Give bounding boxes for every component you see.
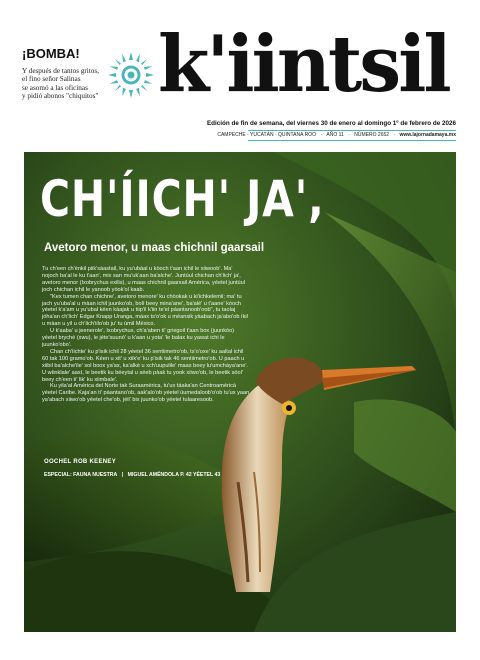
meta-states: CAMPECHE · YUCATÁN · QUINTANA ROO xyxy=(217,132,316,138)
special-section-line xyxy=(44,472,223,478)
meta-year: AÑO 11 xyxy=(326,132,344,138)
bomba-line: el fino señor Salinas xyxy=(22,75,81,84)
divider-rule xyxy=(248,130,456,131)
cover-article xyxy=(42,266,250,404)
cover-subheadline: Avetoro menor, u maas chichnil gaarsail xyxy=(44,242,265,254)
article-paragraph: "Kex tumen chan chichne', avetoro menore' ku chòokak u ki'ichkelemil; ma' tu jach yu'uba'al u màan ichil juunko'ob, bolí beey mina'ane', ba'alé' u t'aane' kòoch yéetel k'a'am u yu'ubal kéen kàajak u tiip'il k'iin te'el páantanoob'oob", tu taolaj jóha'an ch'íich' Edgar Knapp Uranga, máax ts'o'ok u mèansik yàabach ja'abo'ob íkil u màan u yil u ch'íich'iilo'ob ju' tu ùmil México. xyxy=(42,293,248,328)
meta-separator: · xyxy=(320,132,323,138)
article-paragraph: U k'aaba' u jeenerole', Ixobrychus, ch'a'aben ti' griegoil t'aan box (juunkòo) yéetel bryché (xwu), le jéte'suunó' u k'aan u yota' 'le balax ku yawat ichi le juunko'obo'. xyxy=(42,328,235,348)
bomba-line: Y después de tantos gritos, xyxy=(22,67,99,75)
special-author: MIGUEL AMÉNDOLA P. 42 YÉETEL 43 xyxy=(127,472,221,478)
bomba-line: y pidió abonos "chiquitos" xyxy=(22,92,99,101)
issue-meta xyxy=(214,132,456,138)
meta-number: NÚMERO 2652 xyxy=(354,132,390,138)
sun-logo-icon xyxy=(108,52,154,98)
article-paragraph: Chan ch'íichte' ku p'isik ichil 28 yéetel 36 sentiimetro'ob, ts'o'oxe' ku aaltal ichil 60 tak 100 gramo'ob. Kéen u xit' u xiik'e' ku p'isik tak 46 sentiimetro'ob. U paach u xiibil ba'alche'ile' sol boox ya'ax, ka'alké u xch'uupulile' maas beey lu'umcháya'ane'. U wíinklale' aaxí, le beetik ku béeytal u séeb pàak tu yook xiiwo'ob, le beetik sóol' beey ch'een ti' lik' ku xiimbale'. xyxy=(42,348,248,383)
cover-headline: CH'ÍICH' JA', xyxy=(40,170,325,228)
bomba-title: ¡BOMBA! xyxy=(22,46,80,61)
meta-separator: · xyxy=(393,132,396,138)
photo-credit: OOCHEL ROB KEENEY xyxy=(44,459,116,465)
article-paragraph: Tu ch'een ch'ènkil piik'sàastail, ku yu'ubàal u kòoch t'aan ichil le xiiwoob'. Ma' nojoch ba'al le ku t'aan', mix san mu'uk'aan ba'alche'. Juntúul chichan ch'íich' ja', avetoro menor (Ixobrychus exilis), u maas chichnil gaarsail América, yéetel juntúul joch chichan ichil le yanoob yòok'ol kaab. xyxy=(42,266,246,293)
special-separator: | xyxy=(121,472,124,478)
bomba-line: se asomó a las oficinas xyxy=(22,83,88,92)
meta-separator: · xyxy=(348,132,350,138)
article-paragraph: Ku yila'al América del Norte tak Suraamérica, tu'ux táaka'an Centroaméricá yéetel Caribe. Kaja'an ti' páantano'ob, aak'alo'ob yéetel úumedaloob'o'ob tu'ux yaan ya'abach xiiwo'ob yéetel che'ob, jéil' bix juunko'ob yéetel tulaaresoob. xyxy=(42,383,250,404)
special-label: ESPECIAL: FAUNA NUESTRA xyxy=(44,472,118,478)
divider-rule xyxy=(248,140,456,141)
cover-photo xyxy=(24,152,456,632)
masthead-title: k'iintsil xyxy=(158,19,449,110)
edition-date: Edición de fin de semana, del viernes 30 de enero al domingo 1º de febrero de 2026 xyxy=(206,120,456,127)
website-link[interactable]: www.lajornadamaya.mx xyxy=(399,132,456,138)
